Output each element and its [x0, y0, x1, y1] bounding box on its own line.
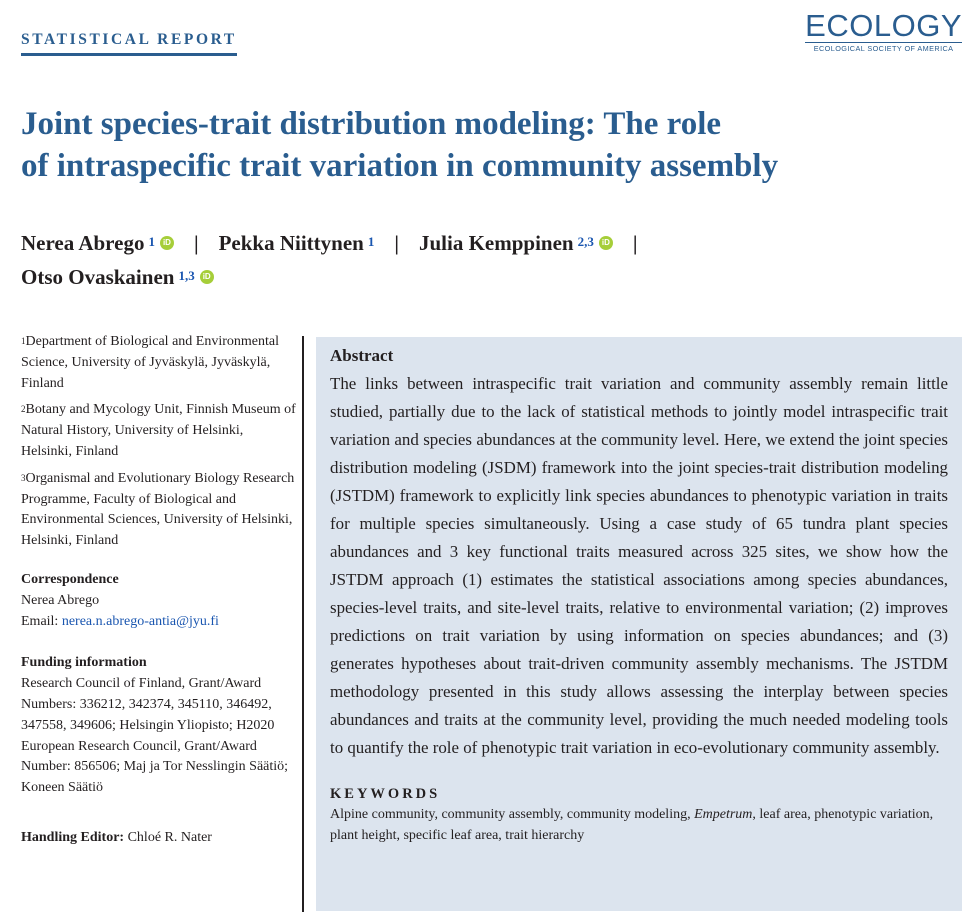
abstract-box [316, 337, 962, 911]
affiliation-number: 2 [21, 404, 26, 415]
author-separator: | [394, 231, 399, 255]
keywords-list [330, 804, 948, 846]
author-name[interactable] [419, 226, 613, 260]
affiliation-text: Organismal and Evolutionary Biology Research Programme, Faculty of Biological and Environmental Sciences, University of Helsinki, Helsinki, Finland [21, 470, 295, 549]
orcid-icon[interactable]: iD [200, 270, 214, 284]
author-name[interactable] [219, 226, 375, 260]
author-line [21, 260, 921, 294]
correspondence-name: Nerea Abrego [21, 592, 100, 608]
keywords-italic: Empetrum [694, 807, 753, 822]
handling-editor-name: Chloé R. Nater [124, 829, 212, 845]
author-list [21, 226, 921, 294]
funding-section [21, 653, 296, 799]
funding-text: Research Council of Finland, Grant/Award Numbers: 336212, 342374, 345110, 346492, 347558, 349606; Helsingin Yliopisto; H2020 European Research Council, Grant/Award Number: 856506; Maj ja Tor Nesslingin Säätiö; Koneen Säätiö [21, 676, 289, 796]
affiliation-number: 3 [21, 472, 26, 483]
author-name-text: Nerea Abrego [21, 231, 145, 255]
affiliation-number: 1 [21, 336, 26, 346]
orcid-icon[interactable]: iD [599, 236, 613, 250]
journal-society: ECOLOGICAL SOCIETY OF AMERICA [805, 42, 962, 53]
author-separator: | [632, 231, 638, 255]
affiliation-text: Department of Biological and Environmental Science, University of Jyväskylä, Jyväskylä, Finland [21, 334, 279, 391]
title-line: Joint species-trait distribution modeling: The role [21, 106, 722, 142]
article-title [21, 103, 921, 187]
correspondence-email-row [21, 612, 296, 633]
correspondence-section [21, 570, 296, 632]
author-separator: | [193, 231, 199, 255]
journal-name: ECOLOGY [805, 8, 962, 43]
abstract-text: The links between intraspecific trait variation and community assembly remain little studied, partially due to the lack of statistical methods to jointly model intraspecific trait variation and species abundances at the community level. Here, we extend the joint species distribution modeling (JSDM) framework into the joint species-trait distribution modeling (JSTDM) framework to explicitly link species abundances to phenotypic variation in traits for multiple species simultaneously. Using a case study of 65 tundra plant species abundances and 3 key functional traits measured across 325 sites, we show how the JSTDM approach (1) estimates the statistical associations among species abundances, species-level traits, and site-level traits, relative to environmental variation; (2) improves predictions on trait variation by using information on species abundances; and (3) generates hypotheses about trait-driven community assembly mechanisms. The JSTDM methodology presented in this study allows assessing the interplay between species abundances and traits at the community level, providing the much needed modeling tools to quantify the role of phenotypic trait variation in eco-evolutionary community assembly. [330, 374, 948, 757]
author-name-text: Pekka Niittynen [218, 231, 364, 255]
author-name[interactable] [21, 226, 174, 260]
author-name[interactable] [21, 260, 214, 294]
handling-editor [21, 828, 296, 849]
keywords-text: , leaf area, phenotypic variation, plant height, specific leaf area, trait hierarchy [330, 807, 934, 843]
affiliation-marker[interactable]: 1 [148, 234, 155, 249]
funding-heading: Funding information [21, 655, 147, 671]
email-link[interactable]: nerea.n.abrego-antia@jyu.fi [61, 613, 219, 629]
journal-logo[interactable] [805, 10, 962, 53]
affiliation-marker[interactable]: 1,3 [178, 268, 195, 283]
author-line [21, 226, 921, 260]
title-line: of intraspecific trait variation in community assembly [21, 148, 779, 184]
affiliation [21, 400, 296, 462]
affiliation [21, 332, 296, 394]
keywords-heading: KEYWORDS [330, 786, 441, 802]
author-name-text: Otso Ovaskainen [21, 265, 175, 289]
article-sidebar [21, 332, 296, 849]
abstract-heading: Abstract [330, 346, 394, 365]
handling-editor-label: Handling Editor: [21, 829, 125, 845]
email-label: Email: [21, 613, 62, 629]
affiliation-marker[interactable]: 1 [367, 234, 375, 249]
column-divider [302, 336, 304, 912]
affiliation-text: Botany and Mycology Unit, Finnish Museum of Natural History, University of Helsinki, Helsinki, Finland [21, 402, 296, 459]
correspondence-heading: Correspondence [21, 571, 119, 587]
author-name-text: Julia Kemppinen [418, 231, 574, 255]
affiliation-marker[interactable]: 2,3 [577, 234, 594, 249]
orcid-icon[interactable]: iD [160, 236, 174, 250]
report-type-label: STATISTICAL REPORT [21, 31, 237, 56]
affiliation [21, 469, 296, 552]
keywords-text: Alpine community, community assembly, community modeling, [330, 807, 695, 822]
